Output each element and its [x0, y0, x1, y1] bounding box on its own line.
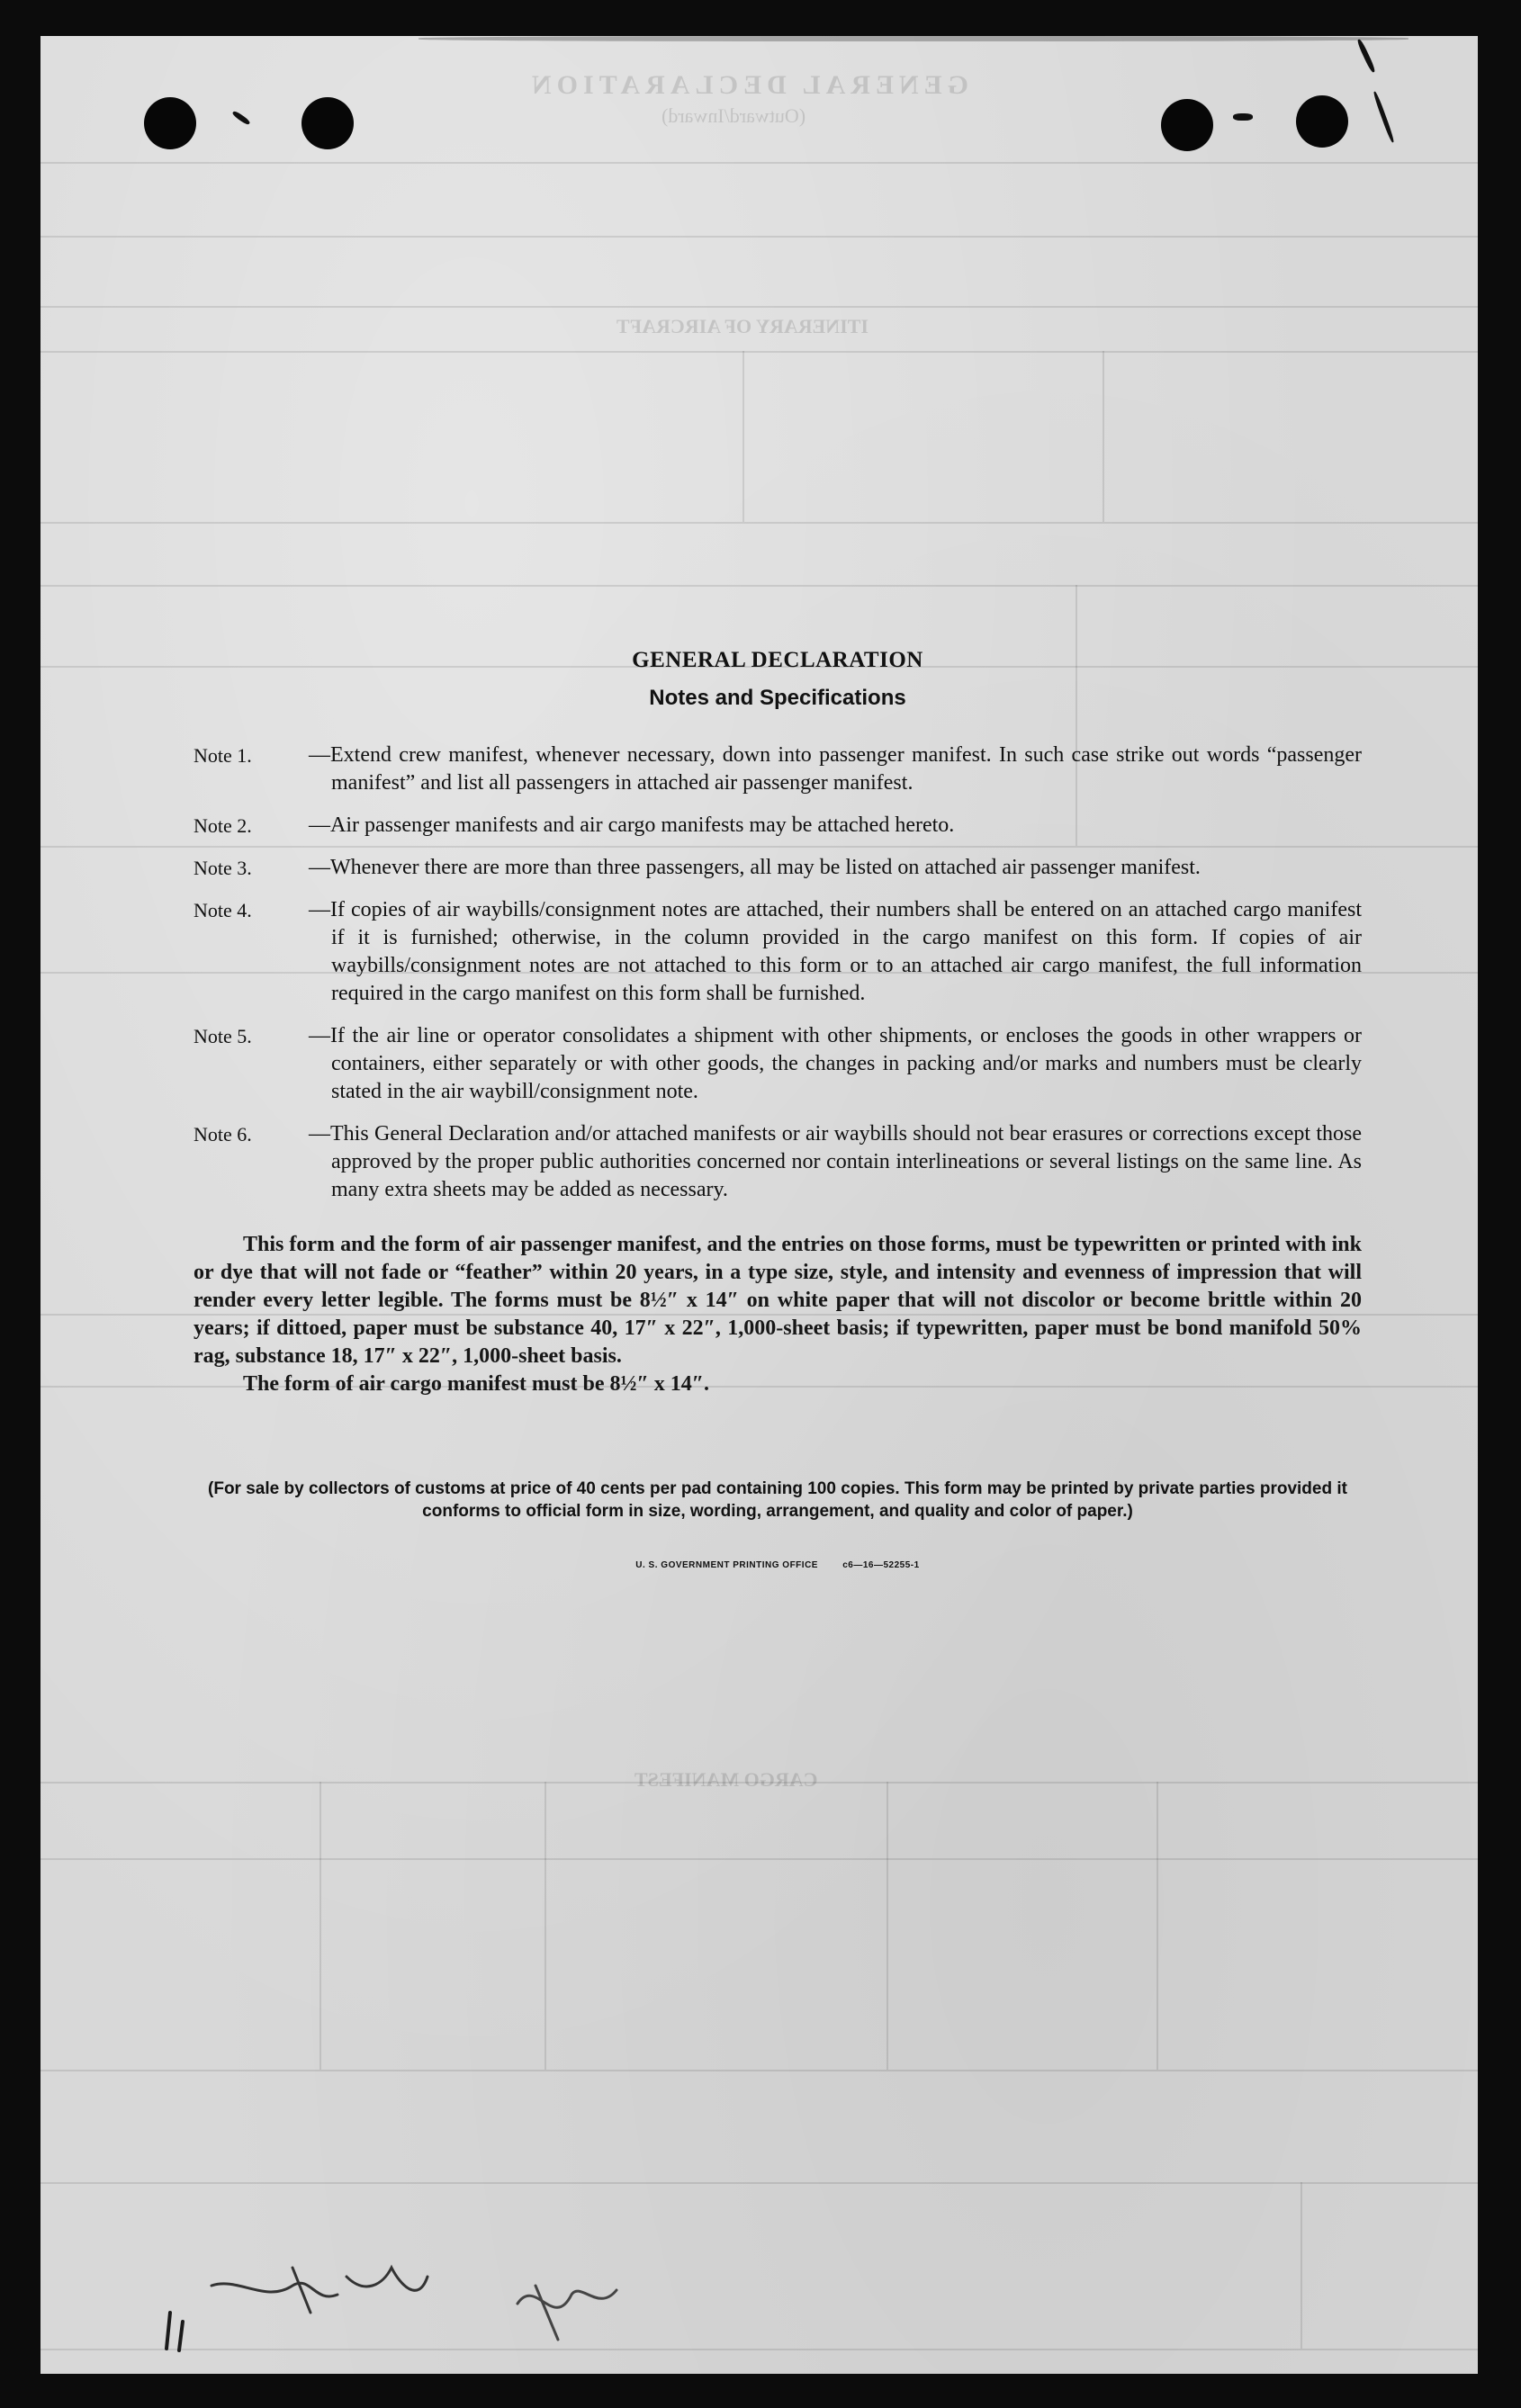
cargo-manifest-size-paragraph: The form of air cargo manifest must be 8½″ x 14″.: [243, 1372, 709, 1396]
show-through-rule: [40, 306, 1478, 308]
note-text: —Air passenger manifests and air cargo manifests may be attached hereto.: [309, 813, 955, 837]
note-label: Note 6.: [194, 1123, 252, 1146]
show-through-column: [1300, 2182, 1302, 2349]
punch-hole-right-1: [1161, 99, 1213, 151]
speck-mark: [1372, 91, 1395, 143]
note-text: —Whenever there are more than three passengers, all may be listed on attached air passenger manifest.: [309, 856, 1201, 879]
note-5: [194, 1022, 1362, 1106]
show-through-rule: [40, 1858, 1478, 1860]
note-6: [194, 1120, 1362, 1204]
punch-hole-left-2: [302, 97, 354, 149]
note-1: [194, 741, 1362, 797]
document-page: [40, 36, 1478, 2374]
punch-hole-left-1: [144, 97, 196, 149]
note-label: Note 5.: [194, 1025, 252, 1047]
printer-name: U. S. GOVERNMENT PRINTING OFFICE: [635, 1560, 818, 1570]
show-through-column: [1102, 351, 1104, 522]
show-through-column: [886, 1782, 888, 2070]
show-through-title: GENERAL DECLARATION: [526, 70, 969, 100]
show-through-column: [544, 1782, 546, 2070]
speck-mark: [231, 110, 250, 126]
speck-mark: [1233, 113, 1253, 121]
punch-hole-right-2: [1296, 95, 1348, 148]
show-through-subtitle: (Outward/Inward): [662, 104, 806, 127]
show-through-rule: [40, 2182, 1478, 2184]
note-text: —If the air line or operator consolidates a shipment with other shipments, or encloses the goods in other wrappers or containers, either separately or with other goods, the changes in packing and/or marks and numbers must be clearly stated in the air waybill/consignment note.: [309, 1024, 1362, 1103]
note-4: [194, 896, 1362, 1008]
show-through-cargo-heading: CARGO MANIFEST: [634, 1768, 818, 1791]
show-through-rule: [40, 236, 1478, 238]
show-through-rule: [40, 1782, 1478, 1784]
notes-content: [194, 648, 1362, 1570]
page-subtitle: Notes and Specifications: [649, 686, 906, 710]
show-through-rule: [40, 162, 1478, 164]
note-label: Note 1.: [194, 744, 252, 767]
show-through-column: [1156, 1782, 1158, 2070]
printer-imprint: [194, 1560, 1362, 1570]
printer-code: c6—16—52255-1: [842, 1560, 920, 1570]
sale-notice: (For sale by collectors of customs at price of 40 cents per pad containing 100 copies. This form may be printed by private parties provided it conforms to official form in size, wording, arrangement, and quality and color of paper.): [208, 1479, 1347, 1521]
speck-mark: [1356, 39, 1376, 74]
note-text: —If copies of air waybills/consignment notes are attached, their numbers shall be entered on an attached cargo manifest if it is furnished; otherwise, in the column provided in the cargo manifest on this form. If copies of air waybills/consignment notes are not attached to this form or to an attached air cargo manifest, the full information required in the cargo manifest on this form shall be furnished.: [309, 898, 1362, 1005]
show-through-heading: ITINERARY OF AIRCRAFT: [616, 315, 868, 337]
page-title: GENERAL DECLARATION: [632, 648, 923, 672]
show-through-rule: [40, 585, 1478, 587]
show-through-column: [742, 351, 744, 522]
paper-specification-paragraph: This form and the form of air passenger manifest, and the entries on those forms, must be typewritten or printed with ink or dye that will not fade or “feather” within 20 years, in a type size, style, and intensity and evenness of impression that will render every letter legible. The forms must be 8½″ x 14″ on white paper that will not discolor or become brittle within 20 years; if dittoed, paper must be substance 40, 17″ x 22″, 1,000-sheet basis; if typewritten, paper must be bond manifold 50% rag, substance 18, 17″ x 22″, 1,000-sheet basis.: [194, 1233, 1362, 1368]
show-through-rule: [40, 351, 1478, 353]
show-through-rule: [40, 522, 1478, 524]
show-through-rule: [40, 2070, 1478, 2071]
note-2: [194, 812, 1362, 840]
note-text: —Extend crew manifest, whenever necessary, down into passenger manifest. In such case strike out words “passenger manifest” and list all passengers in attached air passenger manifest.: [309, 743, 1362, 795]
note-3: [194, 854, 1362, 882]
handwritten-signature: [158, 2250, 626, 2358]
top-edge-shadow: [418, 36, 1408, 41]
note-label: Note 2.: [194, 814, 252, 837]
note-label: Note 3.: [194, 857, 252, 879]
note-label: Note 4.: [194, 899, 252, 921]
show-through-column: [320, 1782, 321, 2070]
note-text: —This General Declaration and/or attached manifests or air waybills should not bear erasures or corrections except those approved by the proper public authorities concerned nor contain interlineations or several listings on the same line. As many extra sheets may be added as necessary.: [309, 1122, 1362, 1201]
